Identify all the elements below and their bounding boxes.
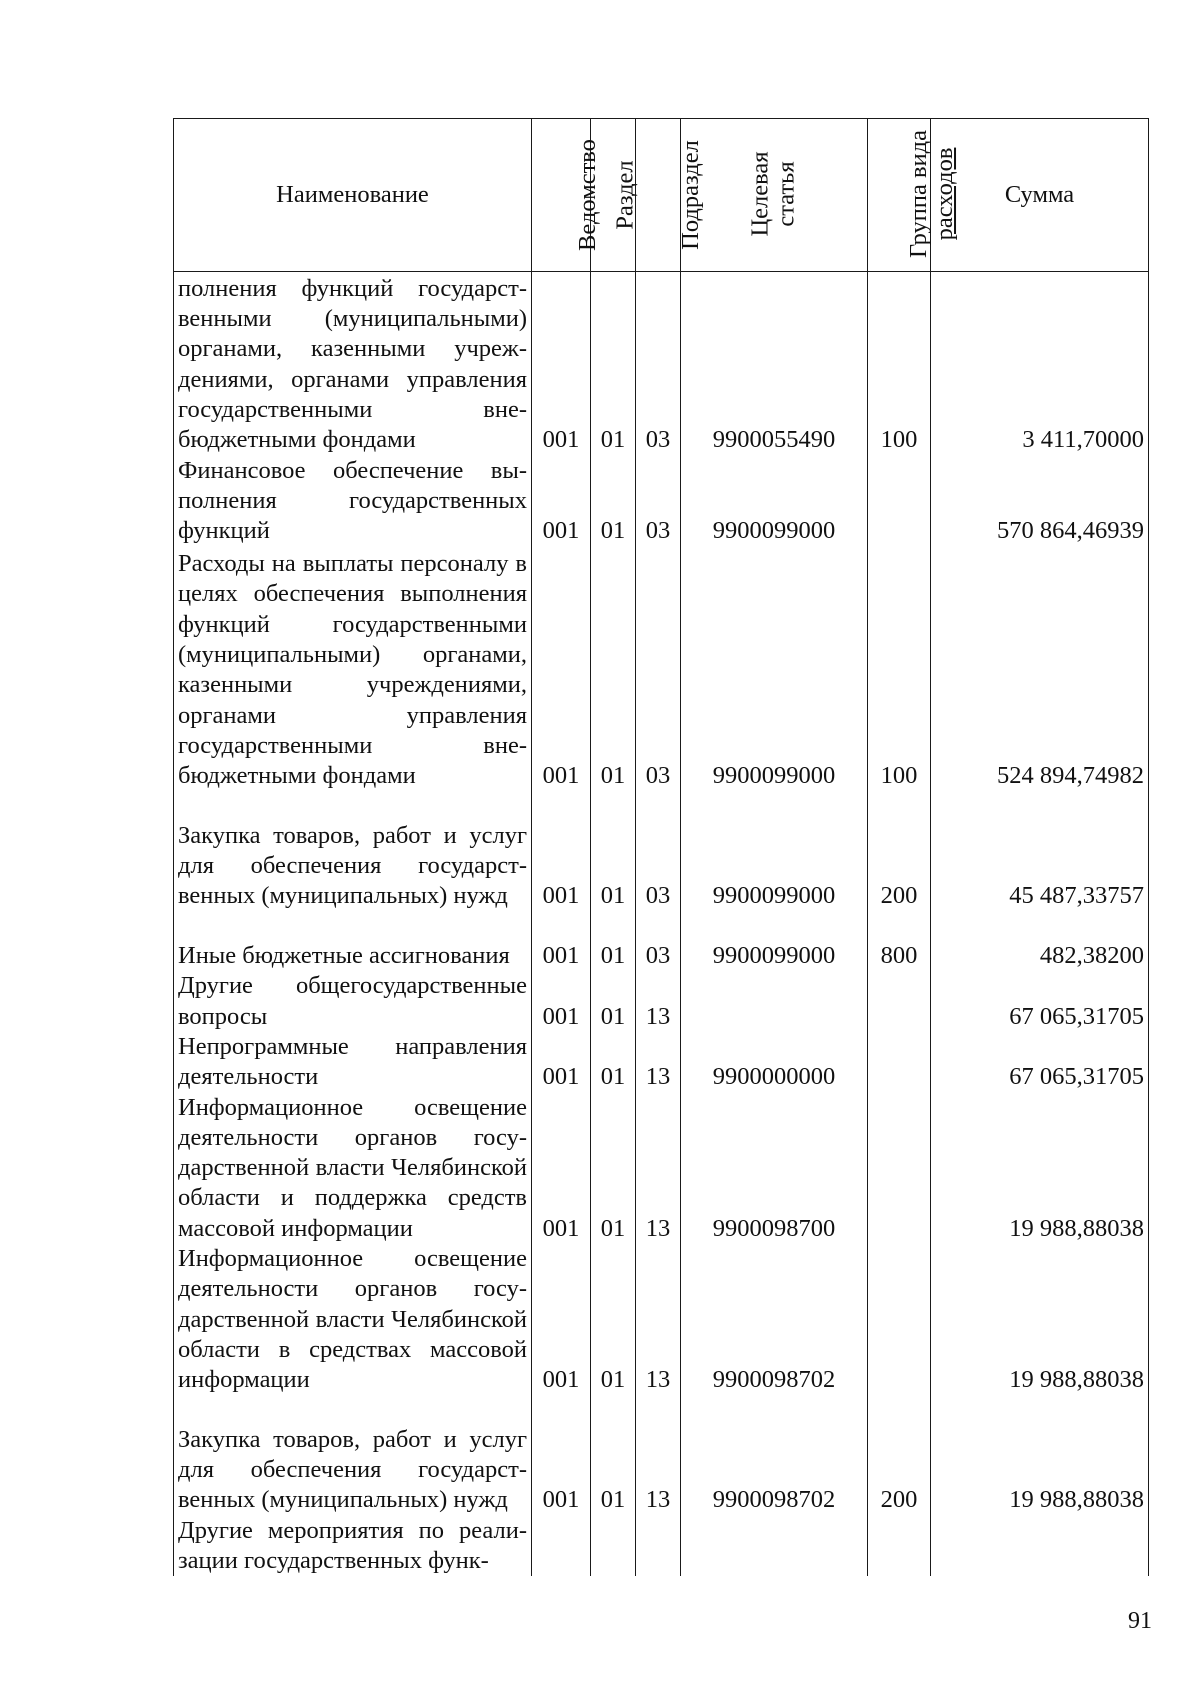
row-subsection: 03 [636,456,681,547]
header-name: Наименование [174,119,532,272]
row-target-article: 9900099000 [681,456,868,547]
row-subsection: 03 [636,791,681,911]
row-section: 01 [591,1244,636,1395]
row-department: 001 [532,456,591,547]
row-expense-group [868,1032,931,1093]
header-amount: Сумма [931,119,1149,272]
row-expense-group: 200 [868,1396,931,1516]
row-expense-group: 100 [868,272,931,456]
row-target-article: 9900098702 [681,1396,868,1516]
row-department: 001 [532,791,591,911]
row-subsection: 13 [636,1396,681,1516]
row-name: Другие мероприятия по реализации государственных функ- [174,1516,532,1577]
row-section: 01 [591,546,636,791]
row-section: 01 [591,456,636,547]
budget-table [173,118,1149,1576]
row-subsection [636,1516,681,1577]
table-row [174,1244,1149,1395]
header-department: Ведомство [532,119,591,272]
header-expense-group: Группа вида расходов [868,119,931,272]
row-subsection: 13 [636,1032,681,1093]
row-subsection: 03 [636,546,681,791]
row-expense-group: 100 [868,546,931,791]
header-subsection: Подраздел [636,119,681,272]
row-name: Непрограммные направления деятельности [174,1032,532,1093]
row-section: 01 [591,272,636,456]
row-department [532,1516,591,1577]
row-name: Закупка товаров, работ и услуг для обеспечения государственных (муниципальных) нужд [174,791,532,911]
table-row [174,791,1149,911]
row-target-article [681,1516,868,1577]
row-subsection: 03 [636,272,681,456]
table-row [174,971,1149,1032]
row-name: Информационное освещение деятельности органов государственной власти Челябинской области и поддержка средств массовой информации [174,1093,532,1244]
row-amount: 482,38200 [931,911,1149,971]
row-amount: 19 988,88038 [931,1244,1149,1395]
row-section: 01 [591,1032,636,1093]
row-name: Закупка товаров, работ и услуг для обеспечения государственных (муниципальных) нужд [174,1396,532,1516]
table-row [174,1516,1149,1577]
row-expense-group [868,456,931,547]
row-name: Расходы на выплаты персоналу в целях обеспечения выполнения функций государственными (муниципальными) органами, казенными учреждениями, органами управления государственными внебюджетными фондами [174,546,532,791]
row-subsection: 13 [636,1093,681,1244]
row-section: 01 [591,911,636,971]
row-amount: 570 864,46939 [931,456,1149,547]
row-amount: 524 894,74982 [931,546,1149,791]
table-row [174,456,1149,547]
row-department: 001 [532,1032,591,1093]
row-name: Финансовое обеспечение выполнения государственных функций [174,456,532,547]
row-target-article [681,971,868,1032]
row-expense-group [868,1516,931,1577]
table-row [174,546,1149,791]
row-target-article: 9900098700 [681,1093,868,1244]
row-target-article: 9900099000 [681,546,868,791]
table-row [174,911,1149,971]
row-amount: 67 065,31705 [931,1032,1149,1093]
row-subsection: 03 [636,911,681,971]
row-target-article: 9900099000 [681,911,868,971]
row-department: 001 [532,272,591,456]
row-expense-group: 200 [868,791,931,911]
row-target-article: 9900055490 [681,272,868,456]
row-section: 01 [591,1093,636,1244]
row-amount: 19 988,88038 [931,1093,1149,1244]
row-section: 01 [591,971,636,1032]
row-department: 001 [532,971,591,1032]
row-department: 001 [532,1396,591,1516]
row-department: 001 [532,1093,591,1244]
row-amount: 45 487,33757 [931,791,1149,911]
row-section [591,1516,636,1577]
table-header [174,119,1149,272]
row-target-article: 9900000000 [681,1032,868,1093]
row-target-article: 9900099000 [681,791,868,911]
row-name: Иные бюджетные ассигнования [174,911,532,971]
header-section: Раздел [591,119,636,272]
table-row [174,1396,1149,1516]
row-expense-group [868,1244,931,1395]
row-expense-group: 800 [868,911,931,971]
row-department: 001 [532,546,591,791]
row-amount: 3 411,70000 [931,272,1149,456]
row-department: 001 [532,911,591,971]
row-section: 01 [591,791,636,911]
row-name: Другие общегосударственные вопросы [174,971,532,1032]
table-body [174,272,1149,1577]
row-name: Информационное освещение деятельности органов государственной власти Челябинской области в средствах массовой информации [174,1244,532,1395]
header-target-article: Целевая статья [681,119,868,272]
row-subsection: 13 [636,1244,681,1395]
row-target-article: 9900098702 [681,1244,868,1395]
row-amount: 67 065,31705 [931,971,1149,1032]
row-expense-group [868,971,931,1032]
table-row [174,1093,1149,1244]
table-row [174,1032,1149,1093]
table-row [174,272,1149,456]
row-section: 01 [591,1396,636,1516]
row-subsection: 13 [636,971,681,1032]
row-amount [931,1516,1149,1577]
row-expense-group [868,1093,931,1244]
row-department: 001 [532,1244,591,1395]
row-amount: 19 988,88038 [931,1396,1149,1516]
row-name: полнения функций государственными (муниципальными) органами, казенными учреждениями, органами управления государственными внебюджетными фондами [174,272,532,456]
page-number: 91 [1128,1608,1152,1634]
